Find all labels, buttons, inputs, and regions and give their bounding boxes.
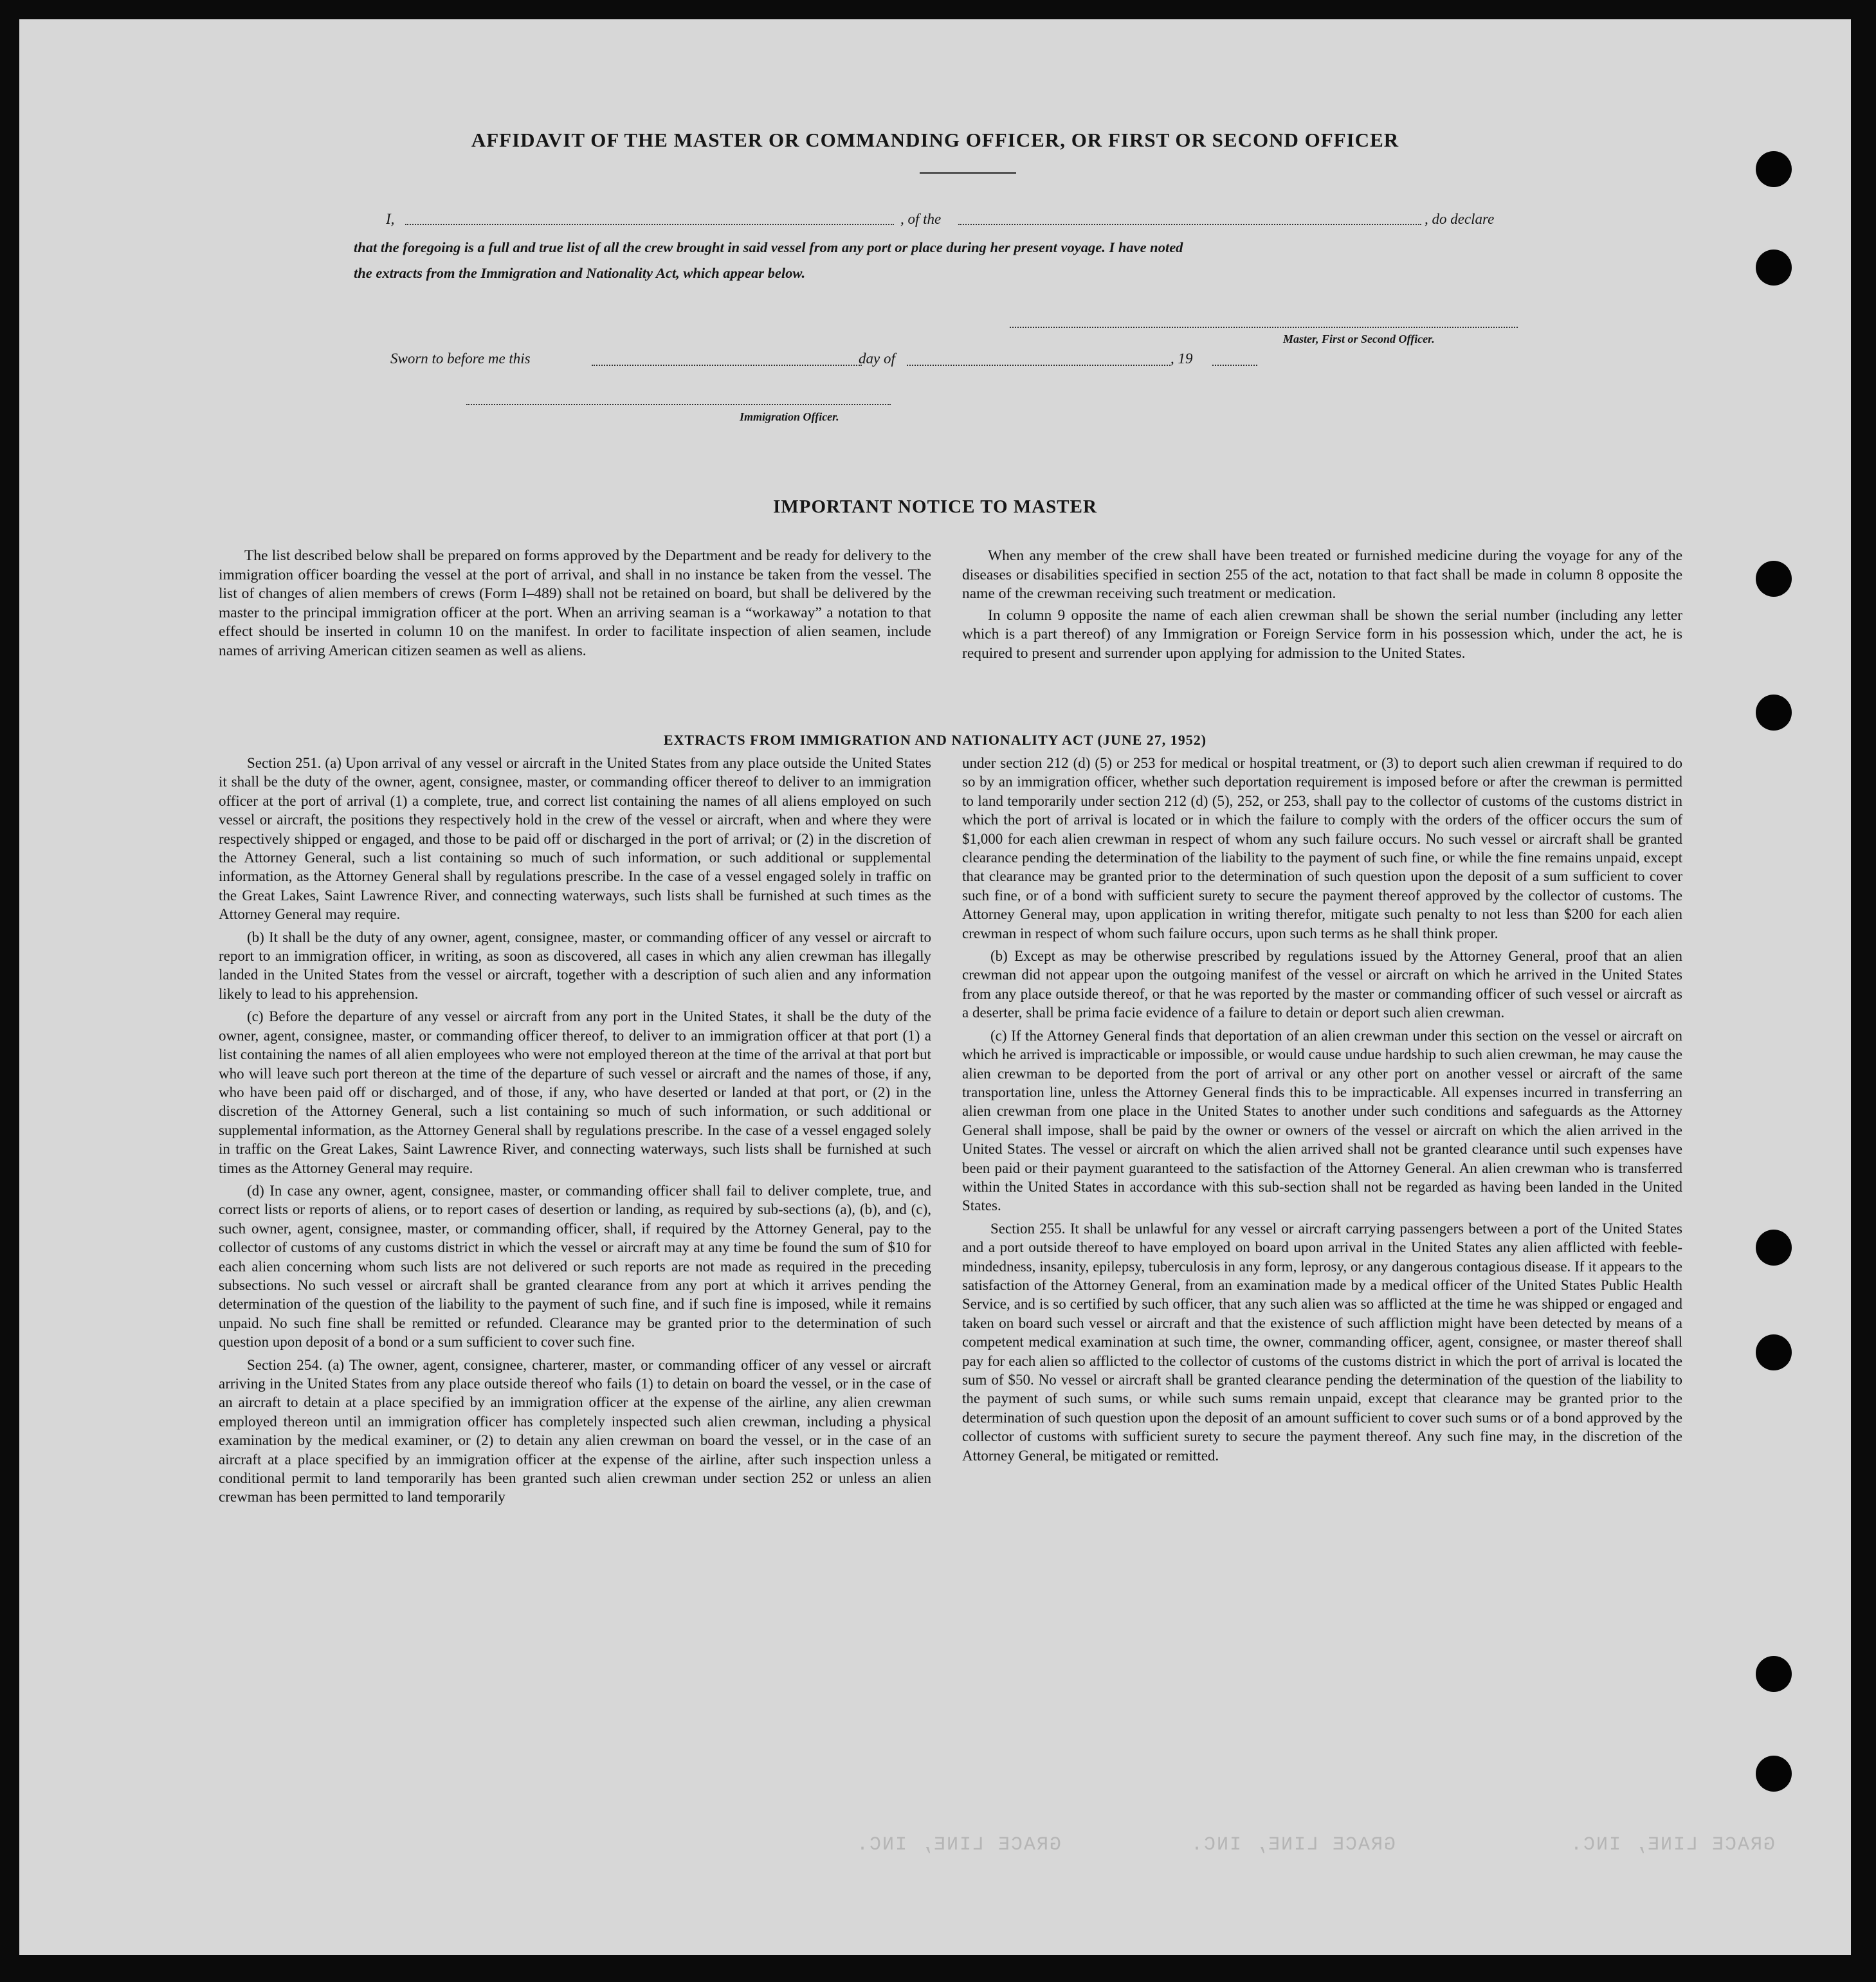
punch-hole — [1756, 561, 1792, 597]
extracts-title: EXTRACTS FROM IMMIGRATION AND NATIONALITY ACT (JUNE 27, 1952) — [663, 732, 1207, 748]
act-paragraph: under section 212 (d) (5) or 253 for medical or hospital treatment, or (3) to deport such alien crewman if required to do so by an immigration officer, whether such deportation requirement is imposed before or after the crewman is permitted to land temporarily under section 212 (d) (5), 252, or 253, shall pay to the collector of customs of the customs district in which the port of arrival is located or in which the failure to comply with the orders of the officer occurs the sum of $1,000 for each alien crewman in respect of whom any such failure occurs. No such vessel or aircraft shall be granted clearance pending the determination of the liability to the payment of such fine, or while the fine remains unpaid, except that clearance may be granted prior to the determination of such question upon the deposit of a sum sufficient to cover such fine, or of a bond with sufficient surety to secure the payment thereof approved by the collector of customs. The Attorney General may, upon application in writing therefor, mitigate such penalty to not less than $200 for each alien crewman in respect of whom such failure occurs, upon such terms as he shall think proper. — [962, 755, 1682, 941]
sworn-day-field[interactable] — [592, 365, 862, 366]
do-declare-label: , do declare — [1425, 211, 1495, 227]
name-field[interactable] — [405, 224, 894, 225]
bleed-through-text: GRACE LINE, INC. — [1190, 1834, 1396, 1856]
sworn-label: Sworn to before me this — [390, 350, 531, 367]
year-label: , 19 — [1170, 350, 1193, 367]
punch-hole — [1756, 151, 1792, 187]
master-signature-line[interactable] — [1010, 327, 1518, 328]
officer-signature-line[interactable] — [466, 404, 891, 405]
bleed-through-text: GRACE LINE, INC. — [1569, 1834, 1776, 1856]
act-paragraph: Section 255. It shall be unlawful for any vessel or aircraft carrying passengers between a port of the United States and a port outside thereof to have employed on board upon arrival in the United States any alien afflicted with feeble-mindedness, insanity, epilepsy, tuberculosis in any form, leprosy, or any dangerous contagious disease. If it appears to the satisfaction of the Attorney General, from an examination made by a medical officer of the United States Public Health Service, and is so certified by such officer, that any such alien was so afflicted at the time he was shipped or engaged and taken on board such vessel or aircraft and that the existence of such affliction might have been detected by means of a competent medical examination at such time, the owner, commanding officer, agent, consignee, or master thereof shall pay for each alien so afflicted to the collector of customs of the customs district in which the port of arrival is located the sum of $50. No vessel or aircraft shall be granted clearance pending the determination of the question of the liability to the payment of such sums, or while such sums remain unpaid, except that clearance may be granted prior to the determination of such question upon the deposit of an amount sufficient to cover such sums or of a bond approved by the collector of customs with sufficient surety to secure the payment thereof. Any such fine may, in the discretion of the Attorney General, be mitigated or remitted. — [962, 1220, 1682, 1464]
vessel-field[interactable] — [958, 224, 1421, 225]
declaration-body-1: that the foregoing is a full and true list of all the crew brought in said vessel from any port or place during her present voyage. I have noted — [354, 239, 1183, 255]
sworn-month-field[interactable] — [907, 365, 1170, 366]
notice-title: IMPORTANT NOTICE TO MASTER — [773, 496, 1097, 517]
title-rule — [920, 172, 1016, 174]
act-paragraph: (d) In case any owner, agent, consignee, master, or commanding officer shall fail to deliver complete, true, and correct lists or reports of aliens, or to report cases of desertion or landing, as required by sub-sections (a), (b), and (c), such owner, agent, consignee, master, or commanding officer, shall, if required by the Attorney General, pay to the collector of customs of any customs district in which the vessel or aircraft may at any time be found the sum of $10 for each alien concerning whom such lists are not delivered or such reports are not made as required in the preceding subsections. No such vessel or aircraft shall be granted clearance from any port at which it arrives pending the determination of the question of the liability to the payment of such fine, and if such fine is imposed, while it remains unpaid. No such fine shall be remitted or refunded. Clearance may be granted prior to the determination of such question upon deposit of a bond or a sum sufficient to cover such fine. — [219, 1182, 931, 1350]
act-paragraph: (b) Except as may be otherwise prescribed by regulations issued by the Attorney General, proof that an alien crewman did not appear upon the outgoing manifest of the vessel or aircraft on which he arrived in the United States from any place outside thereof, or that he was reported by the master or commanding officer of such vessel or aircraft as a deserter, shall be prima facie evidence of a failure to detain or deport such alien crewman. — [962, 948, 1682, 1021]
bleed-through-text: GRACE LINE, INC. — [855, 1834, 1062, 1856]
punch-hole — [1756, 1334, 1792, 1370]
notice-right-column — [962, 547, 1682, 666]
master-label: Master, First or Second Officer. — [1283, 332, 1435, 345]
of-the-label: , of the — [900, 211, 942, 227]
punch-hole — [1756, 695, 1792, 731]
officer-label: Immigration Officer. — [740, 410, 839, 423]
notice-paragraph: In column 9 opposite the name of each alien crewman shall be shown the serial number (including any letter which is a part thereof) of any Immigration or Foreign Service form in his possession which, under the act, he is required to present and surrender upon applying for admission to the United States. — [962, 606, 1682, 662]
notice-left-column — [219, 547, 931, 663]
punch-hole — [1756, 1756, 1792, 1792]
act-paragraph: (b) It shall be the duty of any owner, agent, consignee, master, or commanding officer of any vessel or aircraft to report to an immigration officer, in writing, as soon as discovered, all cases in which any alien crewman has illegally landed in the United States from the vessel or aircraft, together with a description of such alien and any information likely to lead to his apprehension. — [219, 929, 931, 1002]
extracts-left-column — [219, 754, 931, 1511]
punch-hole — [1756, 1230, 1792, 1266]
notice-paragraph: When any member of the crew shall have been treated or furnished medicine during the voyage for any of the diseases or disabilities specified in section 255 of the act, notation to that fact shall be made in column 8 opposite the name of the crewman receiving such treatment or medication. — [962, 547, 1682, 602]
punch-hole — [1756, 1656, 1792, 1692]
affidavit-title: AFFIDAVIT OF THE MASTER OR COMMANDING OFFICER, OR FIRST OR SECOND OFFICER — [471, 129, 1399, 151]
punch-hole — [1756, 250, 1792, 286]
extracts-right-column — [962, 754, 1682, 1469]
act-paragraph: (c) Before the departure of any vessel or aircraft from any port in the United States, it shall be the duty of the owner, agent, consignee, master, or commanding officer thereof, to deliver to an immigration officer at that port (1) a list containing the names of all alien employees who were not employed thereon at the time of the arrival at that port but who will leave such port thereon at the time of the departure of such vessel or aircraft and the names of those, if any, who have been paid off or discharged, and of those, if any, who have deserted or landed at that port, or (2) in the discretion of the Attorney General, such a list containing so much of such information, or such additional or supplemental information, as the Attorney General shall by regulations prescribe. In the case of a vessel engaged solely in traffic on the Great Lakes, Saint Lawrence River, and connecting waterways, such lists shall be furnished at such times as the Attorney General may require. — [219, 1008, 931, 1176]
declaration-line — [354, 211, 1531, 232]
notice-paragraph: The list described below shall be prepared on forms approved by the Department and be ready for delivery to the immigration officer boarding the vessel at the port of arrival, and shall in no instance be taken from the vessel. The list of changes of alien members of crews (Form I–489) shall not be retained on board, but shall be delivered by the master to the principal immigration officer at the port. When an arriving seaman is a “workaway” a notation to that effect should be inserted in column 10 on the manifest. In order to facilitate inspection of alien seamen, include names of arriving American citizen seamen as well as aliens. — [219, 547, 931, 659]
i-label: I, — [386, 211, 395, 227]
act-paragraph: Section 251. (a) Upon arrival of any vessel or aircraft in the United States from any place outside the United States it shall be the duty of the owner, agent, consignee, master, or commanding officer thereof to deliver to an immigration officer at the port of arrival (1) a complete, true, and correct list containing the names of all aliens employed on such vessel or aircraft, the positions they respectively hold in the crew of the vessel or aircraft, when and where they were respectively shipped or engaged, and those to be paid off or discharged in the port of arrival; or (2) in the discretion of the Attorney General, such a list containing so much of such information, or such additional or supplemental information, as the Attorney General shall by regulations prescribe. In the case of a vessel engaged solely in traffic on the Great Lakes, Saint Lawrence River, and connecting waterways, such lists shall be furnished at such times as the Attorney General may require. — [219, 755, 931, 923]
document-page — [19, 19, 1851, 1955]
act-paragraph: Section 254. (a) The owner, agent, consignee, charterer, master, or commanding officer of any vessel or aircraft arriving in the United States from any place outside thereof who fails (1) to detain on board the vessel, or in the case of an aircraft to detain at a place specified by an immigration officer at the expense of the airline, any alien crewman employed thereon until an immigration officer has completely inspected such alien crewman, including a physical examination by the medical examiner, or (2) to detain any alien crewman on board the vessel, or in the case of an aircraft at a place specified by an immigration officer at the expense of the airline, after such inspection unless a conditional permit to land temporarily has been granted such alien crewman under section 252 or unless an alien crewman has been permitted to land temporarily — [219, 1356, 931, 1505]
day-of-label: day of — [859, 350, 895, 367]
sworn-year-field[interactable] — [1212, 365, 1257, 366]
act-paragraph: (c) If the Attorney General finds that deportation of an alien crewman under this section on the vessel or aircraft on which he arrived is impracticable or impossible, or would cause undue hardship to such alien crewman, he may cause the alien crewman to be deported from the port of arrival or any other port on another vessel or aircraft of the same transportation line, unless the Attorney General finds this to be impracticable. All expenses incurred in transferring an alien crewman from one place in the United States to another under such conditions and safeguards as the Attorney General shall impose, shall be paid by the owner or owners of the vessel or aircraft on which the alien arrived in the United States. The vessel or aircraft on which the alien arrived shall not be granted clearance until such expenses have been paid or their payment guaranteed to the satisfaction of the Attorney General. An alien crewman who is transferred within the United States in accordance with this sub-section shall not be regarded as having been landed in the United States. — [962, 1027, 1682, 1214]
declaration-body-2: the extracts from the Immigration and Nationality Act, which appear below. — [354, 265, 806, 281]
